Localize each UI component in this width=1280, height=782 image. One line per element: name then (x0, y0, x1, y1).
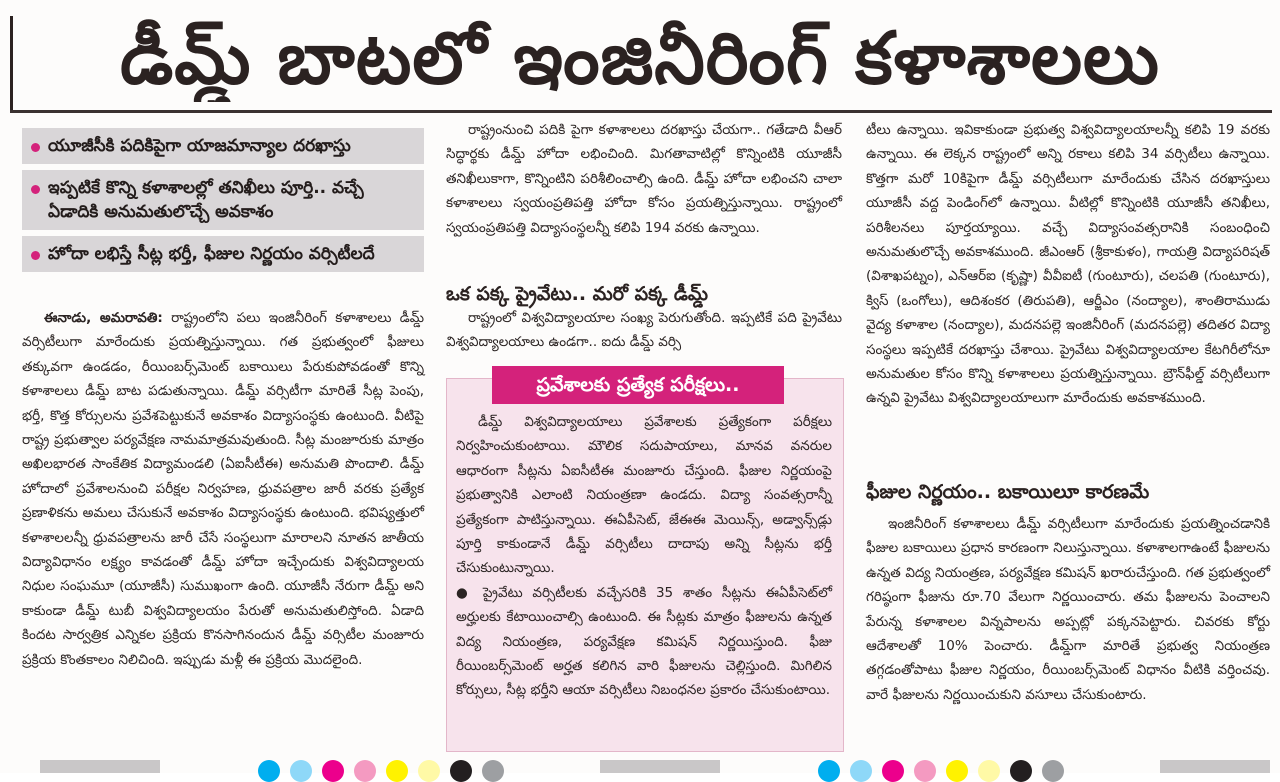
column-one (22, 306, 424, 672)
column-two (446, 118, 842, 240)
bullet-dot-icon (31, 185, 40, 194)
registration-dot (914, 760, 936, 782)
registration-dot (850, 760, 872, 782)
registration-dot (354, 760, 376, 782)
headline-rule (10, 110, 1272, 113)
article-paragraph: ఇంజినీరింగ్ కళాశాలలు డీమ్డ్ వర్సిటీలుగా మారేందుకు ప్రయత్నించడానికి ఫీజుల బకాయిలు ప్రధాన కారణంగా నిలుస్తున్నాయి. కళాశాలగాఉంటే ఫీజులను ఉన్నత విద్య నియంత్రణ, పర్యవేక్షణ కమిషన్ ఖరారుచేస్తుంది. గత ప్రభుత్వంలో గరిష్ఠంగా ఫీజును రూ.70 వేలుగా నిర్ణయించారు. తమ ఫీజులను పెంచాలని పేరున్న కళాశాలల విన్నపాలను అప్పట్లో పక్కనపెట్టారు. చివరకు కోర్టు ఆదేశాలతో 10% పెంచారు. డీమ్డ్‌గా మారితే ప్రభుత్వ నియంత్రణ తగ్గడంతోపాటు ఫీజుల నిర్ణయం, రీయింబర్స్‌మెంట్ విధానం వీటికి వర్తించవు. వారే ఫీజులను నిర్ణయించుకుని వసూలు చేసుకుంటారు. (866, 516, 1270, 703)
bullet-item (22, 170, 424, 230)
column-three-continued (866, 512, 1270, 707)
box-paragraph: డీమ్డ్ విశ్వవిద్యాలయాలు ప్రవేశాలకు ప్రత్యేకంగా పరీక్షలు నిర్వహించుకుంటాయి. మౌలిక సదుపాయాలు, మానవ వనరుల ఆధారంగా సీట్లను ఏఐసీటీఈ మంజూరు చేస్తుంది. ఫీజుల నిర్ణయంపై ప్రభుత్వానికి ఎలాంటి నియంత్రణా ఉండదు. విద్యా సంవత్సరాన్నీ ప్రత్యేకంగా పాటిస్తున్నాయి. ఈఏపీసెట్, జేఈఈ మెయిన్స్, అడ్వాన్స్‌డ్లు పూర్తి కాకుండానే డీమ్డ్ వర్సిటీలు దాదాపు అన్ని సీట్లను భర్తీ చేసుకుంటున్నాయి. (456, 414, 832, 577)
registration-dot (418, 760, 440, 782)
sidebar-box-title: ప్రవేశాలకు ప్రత్యేక పరీక్షలు.. (492, 366, 784, 404)
article-paragraph: రాష్ట్రంలో విశ్వవిద్యాలయాల సంఖ్య పెరుగుతోంది. ఇప్పటికే పది ప్రైవేటు విశ్వవిద్యాలయాలు ఉండగా.. ఐదు డీమ్డ్ వర్సి (446, 310, 842, 351)
registration-dot (482, 760, 504, 782)
bullet-dot-icon (31, 251, 40, 260)
registration-dot (882, 760, 904, 782)
registration-dot (978, 760, 1000, 782)
bullet-item (22, 128, 424, 164)
article-paragraph: టీలు ఉన్నాయి. ఇవికాకుండా ప్రభుత్వ విశ్వవిద్యాలయాలన్నీ కలిపి 19 వరకు ఉన్నాయి. ఈ లెక్కన రాష్ట్రంలో అన్ని రకాలు కలిపి 34 వర్సిటీలు ఉన్నాయి. కొత్తగా మరో 10కిపైగా డీమ్డ్ వర్సిటీలుగా మారేందుకు చేసిన దరఖాస్తులు యూజీసీ వద్ద పెండింగ్‌లో ఉన్నాయి. వీటిల్లో కొన్నింటికి యూజీసీ తనిఖీలు, పరిశీలనలు పూర్తయ్యాయి. వచ్చే విద్యాసంవత్సరానికి సంబంధించి అనుమతులొచ్చే అవకాశముంది. జీఎంఆర్ (శ్రీకాకుళం), గాయత్రి విద్యాపరిషత్ (విశాఖపట్నం), ఎన్‌ఆర్ఐ (కృష్ణా) వీవీఐటీ (గుంటూరు), చలపతి (గుంటూరు), క్విస్ (ఒంగోలు), ఆదిశంకర (తిరుపతి), ఆర్జీఎం (నంద్యాల), శాంతిరాముడు వైద్య కళాశాల (నంద్యాల), మదనపల్లె ఇంజినీరింగ్ (మదనపల్లె) తదితర విద్యా సంస్థలు ఇప్పటికే దరఖాస్తు చేశాయి. ప్రైవేటు విశ్వవిద్యాలయాల కేటగిరీలోనూ అనుమతుల కోసం కొన్ని కళాశాలలు ప్రయత్నిస్తున్నాయి. బ్రౌన్‌ఫీల్డ్ వర్సిటీలుగా ఉన్నవి ప్రైవేటు విశ్వవిద్యాలయాలుగా మారేందుకు అవకాశముంది. (866, 122, 1270, 407)
bullet-text: ఇప్పటికే కొన్ని కళాశాలల్లో తనిఖీలు పూర్తి.. వచ్చే ఏడాదికి అనుమతులొచ్చే అవకాశం (48, 178, 364, 222)
headline: డీమ్డ్ బాటలో ఇంజినీరింగ్ కళాశాలలు (120, 16, 1160, 100)
column-two-continued (446, 306, 842, 355)
registration-dot (1010, 760, 1032, 782)
bullet-dot-icon (31, 143, 40, 152)
headline-bar (10, 16, 13, 112)
bullet-text: హోదా లభిస్తే సీట్ల భర్తీ, ఫీజుల నిర్ణయం వర్సిటీలదే (48, 244, 375, 264)
bullet-text: యూజీసీకి పదికిపైగా యాజమాన్యాల దరఖాస్తు (48, 136, 351, 156)
registration-dot (450, 760, 472, 782)
registration-dot (946, 760, 968, 782)
registration-dot (322, 760, 344, 782)
registration-dot (1042, 760, 1064, 782)
registration-dot (818, 760, 840, 782)
article-paragraph: రాష్ట్రంనుంచి పదికి పైగా కళాశాలలు దరఖాస్తు చేయగా.. గతేడాది వీఆర్ సిద్ధార్థకు డీమ్డ్ హోదా లభించింది. మిగతావాటిల్లో కొన్నింటికి యూజీసీ తనిఖీలుకాగా, కొన్నింటిని పరిశీలించాల్సి ఉంది. డీమ్డ్ హోదా లభించని చాలా కళాశాలలు స్వయంప్రతిపత్తి హోదా కోసం ప్రయత్నిస్తున్నాయి. రాష్ట్రంలో స్వయంప్రతిపత్తి విద్యాసంస్థలన్నీ కలిపి 194 వరకు ఉన్నాయి. (446, 122, 842, 236)
print-mark (1160, 760, 1270, 773)
byline: ఈనాడు, అమరావతి: (44, 310, 163, 326)
column-three (866, 118, 1270, 411)
section-subhead: ఒక పక్క ప్రైవేటు.. మరో పక్క డీమ్డ్ (446, 283, 709, 305)
bullet-item (22, 236, 424, 272)
print-mark (600, 760, 720, 773)
highlight-bullets (22, 128, 424, 278)
sidebar-box-text (456, 410, 832, 703)
print-mark (40, 760, 160, 773)
box-paragraph: ● ప్రైవేటు వర్సిటీలకు వచ్చేసరికి 35 శాతం సీట్లను ఈఏపీసెట్‌లో అర్హులకు కేటాయించాల్సి ఉంటుంది. ఈ సీట్లకు మాత్రం ఫీజులను ఉన్నత విద్య నియంత్రణ, పర్యవేక్షణ కమిషన్ నిర్ణయిస్తుంది. ఫీజు రీయింబర్స్‌మెంట్ అర్హత కలిగిన వారి ఫీజులను చెల్లిస్తుంది. మిగిలిన కోర్సులు, సీట్ల భర్తీని ఆయా వర్సిటీలు నిబంధనల ప్రకారం చేసుకుంటాయి. (456, 584, 832, 699)
section-subhead: ఫీజుల నిర్ణయం.. బకాయిలూ కారణమే (866, 481, 1150, 503)
registration-dot (258, 760, 280, 782)
article-text: రాష్ట్రంలోని పలు ఇంజినీరింగ్ కళాశాలలు డీమ్డ్ వర్సిటీలుగా మారేందుకు ప్రయత్నిస్తున్నాయి. గత ప్రభుత్వంలో ఫీజులు తక్కువగా ఉండడం, రీయింబర్స్‌మెంట్ బకాయిలు పేరుకుపోవడంతో కొన్ని కళాశాలలు డీమ్డ్ బాట పడుతున్నాయి. డీమ్డ్ వర్సిటీగా మారితే సీట్ల పెంపు, భర్తీ, కొత్త కోర్సులను ప్రవేశపెట్టుకునే అవకాశం విద్యాసంస్థకు ఉంటుంది. వీటిపై రాష్ట్ర ప్రభుత్వాల పర్యవేక్షణ నామమాత్రమవుతుంది. సీట్ల మంజూరుకు మాత్రం అఖిలభారత సాంకేతిక విద్యామండలి (ఏఐసీటీఈ) అనుమతి పొందాలి. డీమ్డ్ హోదాలో ప్రవేశాలనుంచి పరీక్షల నిర్వహణ, ధ్రువపత్రాల జారీ వరకు ప్రత్యేక ప్రణాళికను అమలు చేసుకునే అవకాశం విద్యాసంస్థకు ఉంటుంది. భవిష్యత్తులో కళాశాలలన్నీ ధ్రువపత్రాలను జారీ చేసే సంస్థలుగా మారాలని నూతన జాతీయ విద్యావిధానం లక్ష్యం కావడంతో డీమ్డ్ హోదా ఇచ్చేందుకు విశ్వవిద్యాలయ నిధుల సంఘమూ (యూజీసీ) సుముఖంగా ఉంది. యూజీసీ నేరుగా డీమ్డ్ అని కాకుండా డీమ్డ్ టుబీ విశ్వవిద్యాలయం పేరుతో అనుమతులిస్తోంది. ఏడాది కిందట సార్వత్రిక ఎన్నికల ప్రక్రియ కొనసాగినందున డీమ్డ్ వర్సిటీల మంజూరు ప్రక్రియ కొంతకాలం నిలిచింది. ఇప్పుడు మళ్లీ ఈ ప్రక్రియ మొదలైంది. (22, 310, 424, 668)
registration-dot (290, 760, 312, 782)
article-paragraph (22, 306, 424, 672)
registration-dot (386, 760, 408, 782)
